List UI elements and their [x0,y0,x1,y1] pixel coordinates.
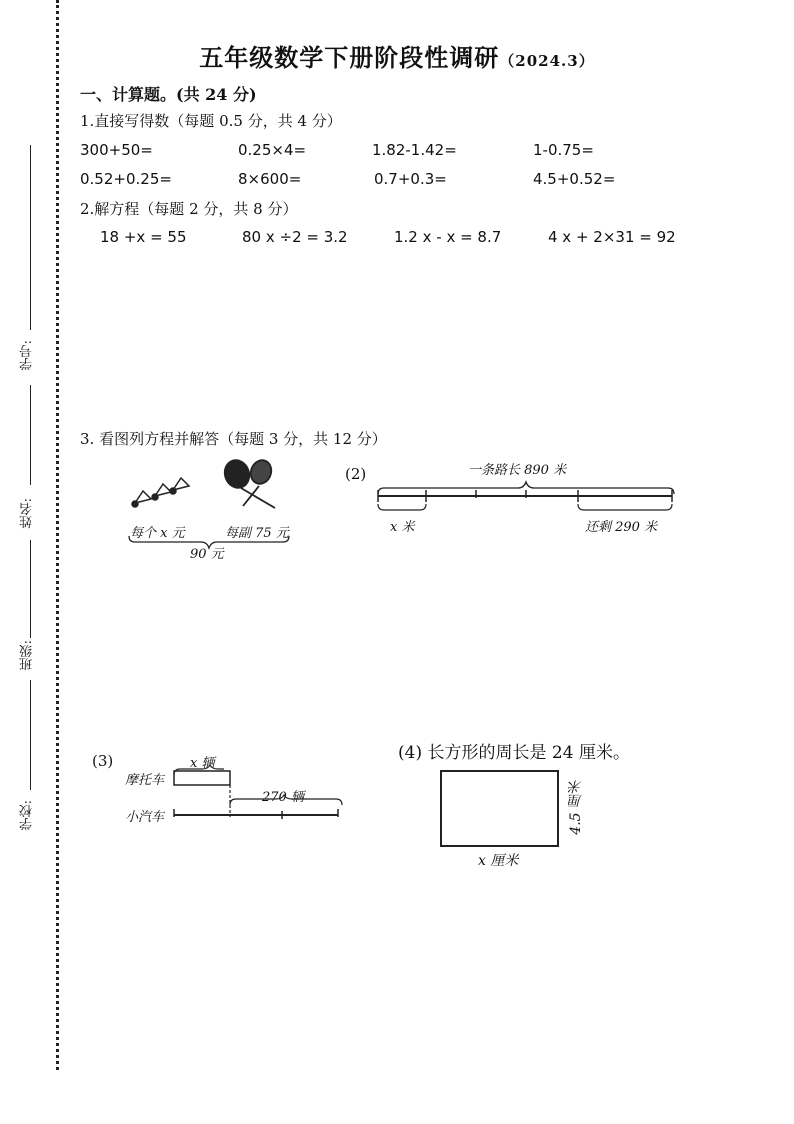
oral-question: 300+50= [80,141,153,159]
figure1-label-shuttlecock: 每个 x 元 [130,526,185,541]
oral-question: 0.7+0.3= [374,170,447,188]
figure4-height-label: 4.5 厘米 [568,780,584,835]
figure2-left-label: x 米 [390,520,415,535]
figure3-top-label: x 辆 [190,756,215,771]
figure4-text: (4) 长方形的周长是 24 厘米。 [398,743,630,763]
figure2-right-label: 还剩 290 米 [585,520,658,535]
figure1-total: 90 元 [190,547,224,562]
class-label: 班级: [20,640,35,671]
oral-question: 8×600= [238,170,302,188]
figure3-row1-label: 摩托车 [125,773,165,788]
equation: 1.2 x - x = 8.7 [394,228,502,246]
student-id-line [30,145,31,330]
name-line [30,385,31,485]
page-title: 五年级数学下册阶段性调研（2024.3） [199,43,595,72]
figure4-width-label: x 厘米 [478,853,519,869]
oral-question: 1-0.75= [533,141,594,159]
figure3-bar-diagram [170,765,345,825]
oral-question: 0.25×4= [238,141,307,159]
figure2-number: (2) [345,465,367,483]
equation: 80 x ÷2 = 3.2 [242,228,348,246]
school-label: 学校: [20,800,35,831]
section1-heading: 一、计算题。(共 24 分) [80,85,257,104]
student-id-label: 学号: [20,340,35,371]
school-line [30,680,31,790]
part3-heading: 3. 看图列方程并解答（每题 3 分，共 12 分） [80,430,387,448]
equation: 18 +x = 55 [100,228,187,246]
figure1-label-racket: 每副 75 元 [225,526,289,541]
equation: 4 x + 2×31 = 92 [548,228,676,246]
part1-heading: 1.直接写得数（每题 0.5 分，共 4 分） [80,112,342,130]
figure2-road-diagram [376,480,676,520]
figure3-row2-label: 小汽车 [125,810,165,825]
figure4-rectangle [440,770,560,850]
name-label: 姓名: [20,498,35,529]
racket-icon [221,457,275,508]
figure3-number: (3) [92,752,114,770]
figure3-extra-label: 270 辆 [262,790,304,805]
shuttlecock-icon [132,478,189,507]
oral-question: 4.5+0.52= [533,170,616,188]
part2-heading: 2.解方程（每题 2 分，共 8 分） [80,200,298,218]
binding-dotted-line [56,0,59,1070]
oral-question: 1.82-1.42= [372,141,457,159]
figure2-total: 一条路长 890 米 [468,463,567,478]
class-line [30,540,31,638]
oral-question: 0.52+0.25= [80,170,172,188]
